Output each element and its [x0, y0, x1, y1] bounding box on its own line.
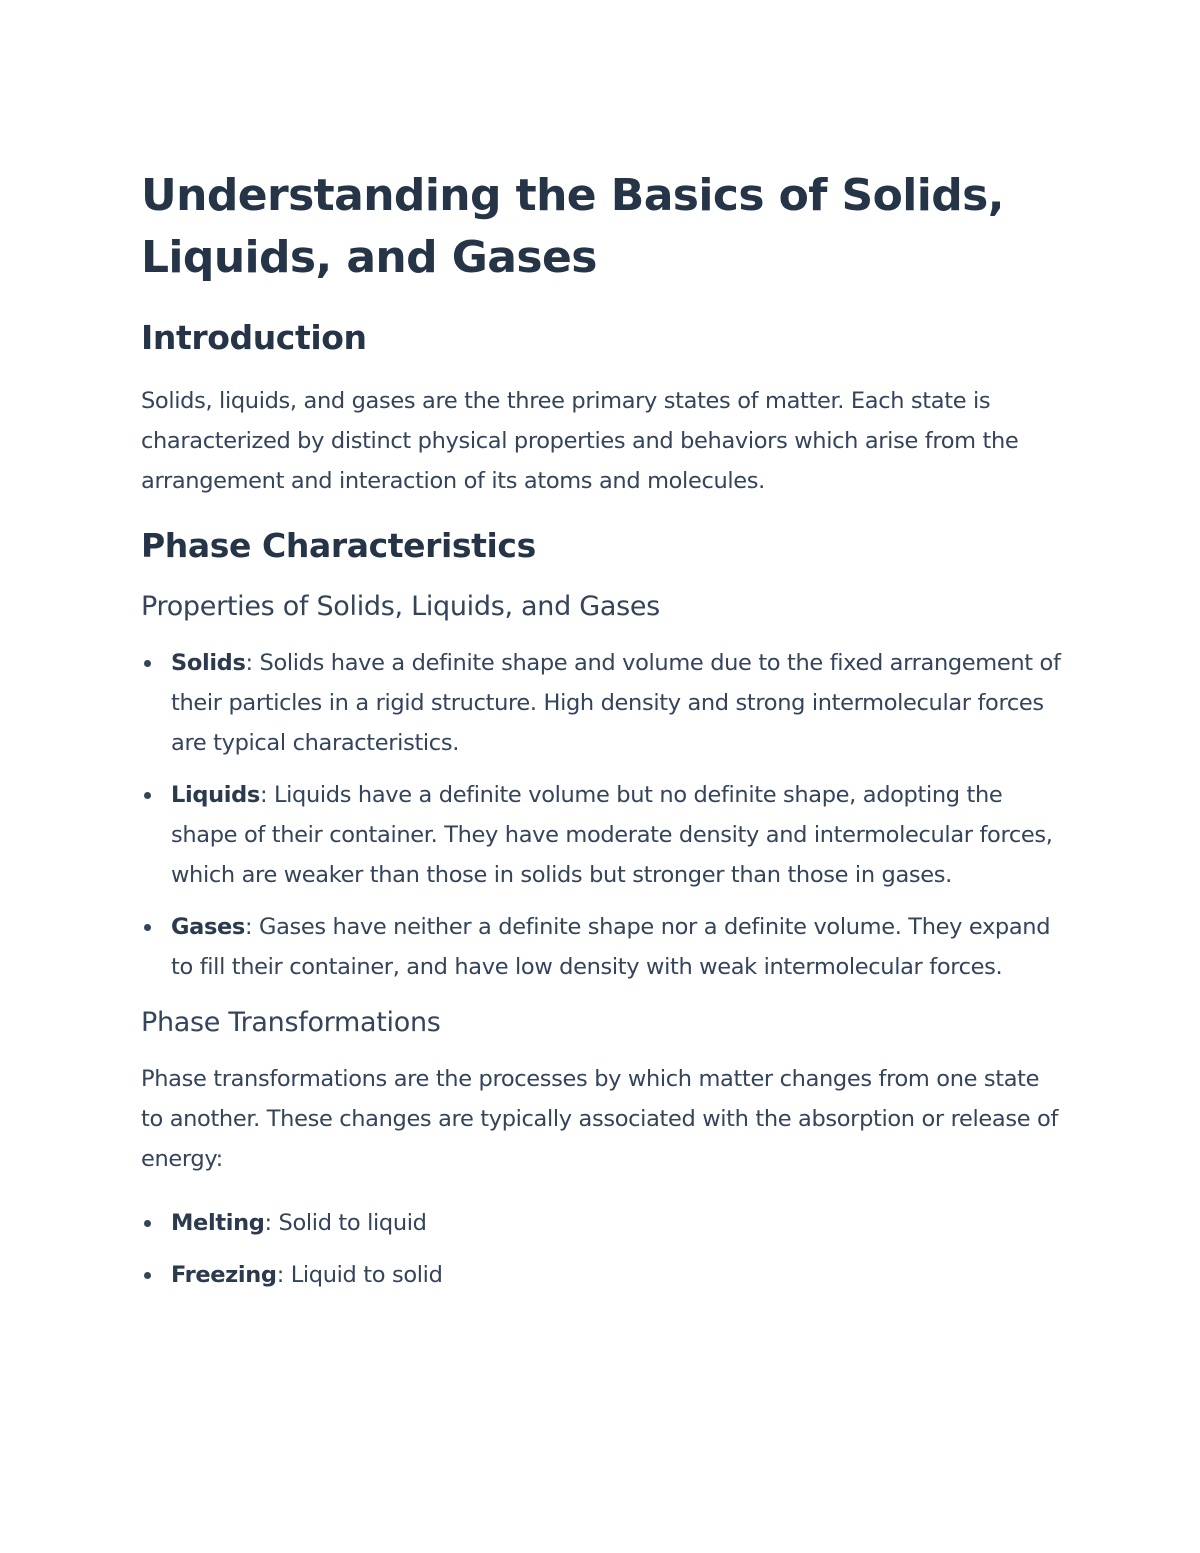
introduction-paragraph: Solids, liquids, and gases are the three primary states of matter. Each state is characterized by distinct physical properties and behaviors which arise from the arrangement and interaction of its atoms and molecules.: [141, 388, 1019, 494]
transformations-list: [141, 1203, 1061, 1295]
transformations-paragraph: Phase transformations are the processes by which matter changes from one state to another. These changes are typically associated with the absorption or release of energy:: [141, 1066, 1059, 1172]
document-page: [141, 165, 1061, 1313]
list-item-text: : Gases have neither a definite shape nor a definite volume. They expand to fill their container, and have low density with weak intermolecular forces.: [171, 914, 1051, 980]
properties-heading: Properties of Solids, Liquids, and Gases: [141, 591, 660, 622]
phase-characteristics-heading: Phase Characteristics: [141, 526, 536, 565]
list-item: [141, 1255, 1061, 1295]
bullet-icon: [144, 1220, 151, 1227]
list-item-text: : Liquids have a definite volume but no definite shape, adopting the shape of their container. They have moderate density and intermolecular forces, which are weaker than those in solids but stronger than those in gases.: [171, 782, 1053, 888]
list-item-term: Liquids: [171, 782, 260, 808]
document-title: Understanding the Basics of Solids, Liquids, and Gases: [141, 170, 1004, 283]
list-item-text: : Liquid to solid: [276, 1262, 443, 1288]
list-item: [141, 775, 1061, 895]
list-item: [141, 907, 1061, 987]
properties-list: [141, 643, 1061, 987]
list-item-term: Gases: [171, 914, 245, 940]
list-item: [141, 643, 1061, 763]
bullet-icon: [144, 1272, 151, 1279]
introduction-heading: Introduction: [141, 318, 367, 357]
bullet-icon: [144, 660, 151, 667]
list-item-text: : Solids have a definite shape and volume due to the fixed arrangement of their particles in a rigid structure. High density and strong intermolecular forces are typical characteristics.: [171, 650, 1061, 756]
transformations-heading: Phase Transformations: [141, 1007, 441, 1038]
list-item-term: Freezing: [171, 1262, 277, 1288]
bullet-icon: [144, 924, 151, 931]
bullet-icon: [144, 792, 151, 799]
list-item: [141, 1203, 1061, 1243]
list-item-term: Melting: [171, 1210, 265, 1236]
list-item-text: : Solid to liquid: [264, 1210, 427, 1236]
list-item-term: Solids: [171, 650, 246, 676]
